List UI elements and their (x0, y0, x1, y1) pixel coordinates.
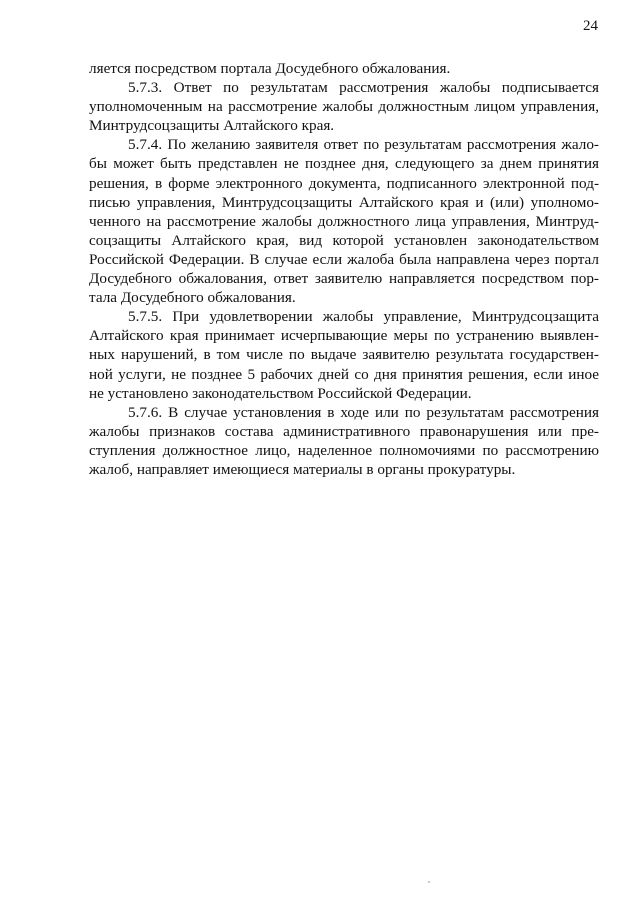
text-line: Алтайского края принимает исчерпывающие меры по устранению выявлен- (89, 327, 599, 345)
scan-speck (428, 881, 430, 883)
text-line: ченного на рассмотрение жалобы должностного лица управления, Минтруд- (89, 212, 599, 230)
text-line: жалобы признаков состава административного правонарушения или пре- (89, 422, 599, 440)
paragraph-5-7-6 (89, 403, 599, 479)
text-line: решения, в форме электронного документа, подписанного электронной под- (89, 174, 599, 192)
text-line: ляется посредством портала Досудебного обжалования. (89, 60, 451, 77)
text-line: бы может быть представлен не позднее дня, следующего за днем принятия (89, 155, 599, 173)
text-line: ной услуги, не позднее 5 рабочих дней со дня принятия решения, если иное (89, 365, 599, 383)
page-number: 24 (583, 18, 598, 34)
text-line: 5.7.6. В случае установления в ходе или по результатам рассмотрения (128, 403, 599, 421)
text-line: не установлено законодательством Российской Федерации. (89, 384, 472, 402)
text-line: тала Досудебного обжалования. (89, 289, 296, 307)
text-line: писью управления, Минтрудсоцзащиты Алтайского края и (или) уполномо- (89, 193, 599, 211)
text-line: уполномоченным на рассмотрение жалобы должностным лицом управления, (89, 98, 599, 116)
text-line: 5.7.3. Ответ по результатам рассмотрения жалобы подписывается (128, 79, 599, 97)
paragraph-5-7-5 (89, 307, 599, 402)
paragraph-5-7-4 (89, 135, 599, 307)
text-line: ступления должностное лицо, наделенное полномочиями по рассмотрению (89, 441, 599, 459)
text-line: жалоб, направляет имеющиеся материалы в органы прокуратуры. (89, 460, 516, 478)
text-line: 5.7.4. По желанию заявителя ответ по результатам рассмотрения жало- (128, 136, 599, 154)
paragraph-continuation (89, 59, 599, 78)
paragraph-5-7-3 (89, 78, 599, 135)
text-line: 5.7.5. При удовлетворении жалобы управление, Минтрудсоцзащита (128, 308, 599, 326)
text-line: соцзащиты Алтайского края, вид которой установлен законодательством (89, 231, 599, 249)
text-line: ных нарушений, в том числе по выдаче заявителю результата государствен- (89, 346, 599, 364)
text-line: Российской Федерации. В случае если жалоба была направлена через портал (89, 250, 599, 268)
text-line: Минтрудсоцзащиты Алтайского края. (89, 117, 335, 135)
text-line: Досудебного обжалования, ответ заявителю направляется посредством пор- (89, 270, 599, 288)
document-body (89, 59, 599, 479)
